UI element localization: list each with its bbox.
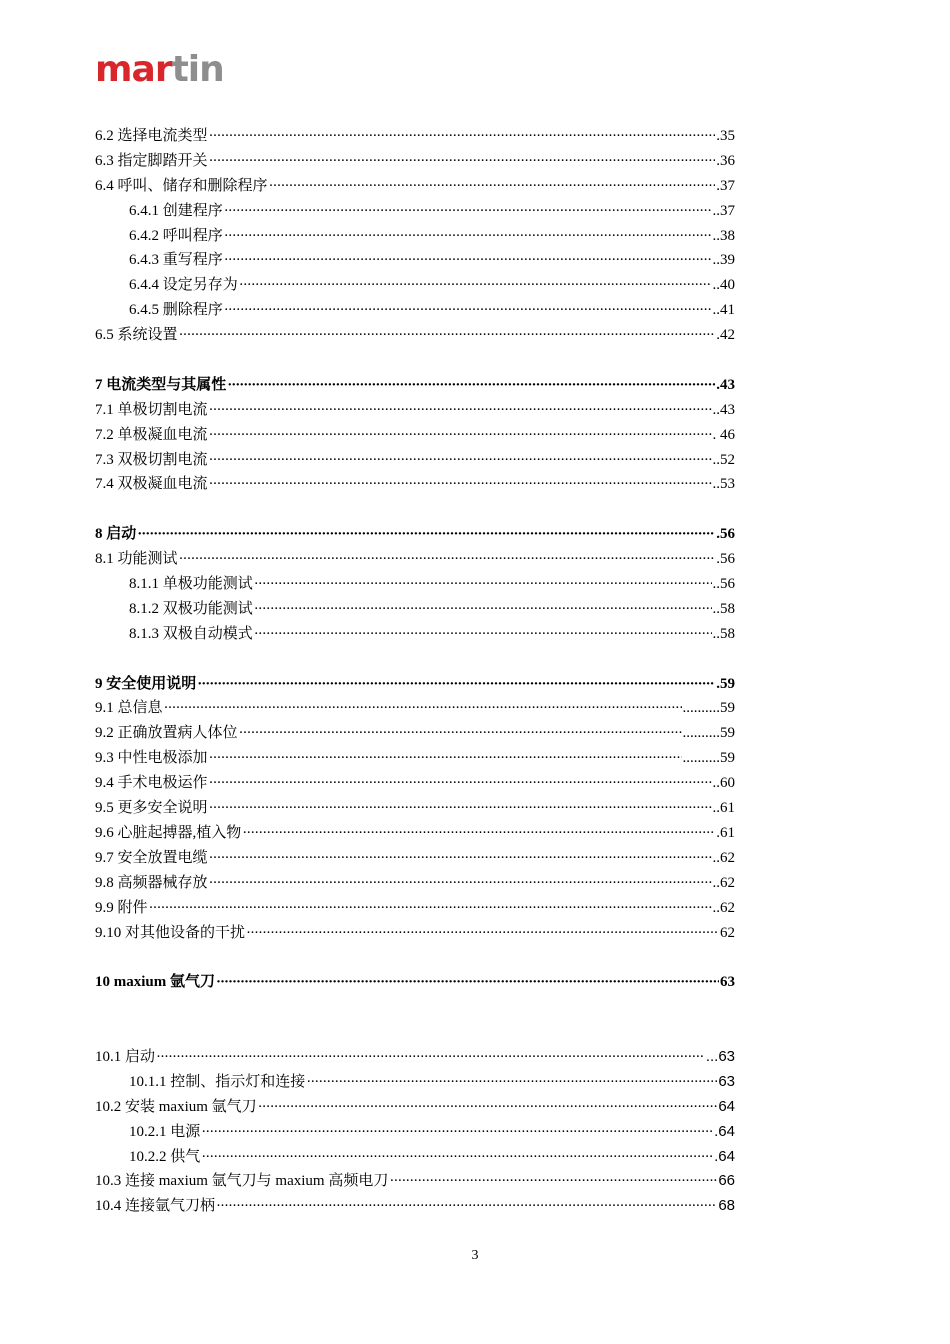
toc-entry-page: .61 <box>716 824 735 841</box>
toc-entry-title: 6.4.2 呼叫程序 <box>129 227 223 244</box>
toc-entry[interactable] <box>95 248 735 273</box>
toc-entry-title: 9.5 更多安全说明 <box>95 800 208 817</box>
toc-leader-dots <box>209 149 716 174</box>
toc-entry[interactable] <box>95 547 735 572</box>
toc-leader-dots <box>209 796 712 821</box>
toc-spacer <box>95 497 735 522</box>
toc-entry-page: ..39 <box>712 252 735 269</box>
toc-entry[interactable] <box>95 298 735 323</box>
toc-entry-title: 6.3 指定脚踏开关 <box>95 152 208 169</box>
toc-entry-title: 10.2 安装 maxium 氩气刀 <box>95 1098 257 1115</box>
toc-entry[interactable] <box>95 1120 735 1145</box>
toc-entry[interactable] <box>95 1194 735 1219</box>
toc-entry-page: ..58 <box>712 625 735 642</box>
toc-leader-dots <box>209 398 712 423</box>
toc-entry[interactable] <box>95 149 735 174</box>
toc-entry-page: ..62 <box>712 874 735 891</box>
toc-entry-page: ..60 <box>712 775 735 792</box>
toc-leader-dots <box>209 771 712 796</box>
toc-entry-title: 9.10 对其他设备的干扰 <box>95 924 246 941</box>
toc-entry[interactable] <box>95 597 735 622</box>
toc-entry-page: 66 <box>718 1172 735 1190</box>
toc-entry-page: .56 <box>716 551 735 568</box>
toc-entry[interactable] <box>95 721 735 746</box>
table-of-contents <box>95 124 735 1219</box>
toc-leader-dots <box>389 1169 717 1194</box>
toc-leader-dots <box>258 1095 718 1120</box>
toc-leader-dots <box>242 821 715 846</box>
toc-entry-page: ..41 <box>712 302 735 319</box>
toc-entry-title: 9.7 安全放置电缆 <box>95 849 208 866</box>
toc-entry-page: ..53 <box>712 476 735 493</box>
toc-entry[interactable] <box>95 796 735 821</box>
toc-leader-dots <box>209 423 712 448</box>
toc-leader-dots <box>209 448 712 473</box>
toc-entry-title: 9.2 正确放置病人体位 <box>95 725 238 742</box>
toc-entry-page: ..........59 <box>682 700 735 717</box>
toc-spacer <box>95 647 735 672</box>
toc-entry-title: 8.1.3 双极自动模式 <box>129 625 253 642</box>
toc-leader-dots <box>209 846 712 871</box>
toc-entry[interactable] <box>95 1145 735 1170</box>
toc-leader-dots <box>156 1045 705 1070</box>
logo-part-red: ma <box>95 49 155 90</box>
toc-entry-title: 10.4 连接氩气刀柄 <box>95 1198 216 1215</box>
toc-entry-title: 6.2 选择电流类型 <box>95 128 208 144</box>
toc-leader-dots <box>224 248 712 273</box>
toc-entry-title: 9.1 总信息 <box>95 700 163 717</box>
toc-spacer <box>95 348 735 373</box>
toc-leader-dots <box>216 1194 717 1219</box>
toc-entry[interactable] <box>95 846 735 871</box>
toc-leader-dots <box>209 472 712 497</box>
toc-entry-page: ..37 <box>712 202 735 219</box>
toc-entry[interactable] <box>95 1070 735 1095</box>
toc-leader-dots <box>254 622 712 647</box>
toc-entry-page: .35 <box>716 128 735 144</box>
toc-leader-dots <box>179 323 716 348</box>
toc-entry-title: 6.4.1 创建程序 <box>129 202 223 219</box>
toc-entry-title: 8.1 功能测试 <box>95 551 178 568</box>
toc-entry[interactable] <box>95 1045 735 1070</box>
toc-entry-page: ..38 <box>712 227 735 244</box>
toc-entry-page: ..62 <box>712 849 735 866</box>
toc-entry[interactable] <box>95 622 735 647</box>
toc-entry[interactable] <box>95 174 735 199</box>
page-number: 3 <box>471 1248 479 1263</box>
toc-entry-title: 6.5 系统设置 <box>95 327 178 344</box>
toc-entry[interactable] <box>95 1169 735 1194</box>
toc-leader-dots <box>201 1120 713 1145</box>
toc-leader-dots <box>209 871 712 896</box>
toc-entry-title: 9.9 附件 <box>95 899 148 916</box>
toc-entry-page: 62 <box>720 924 735 941</box>
toc-leader-dots <box>201 1145 713 1170</box>
toc-leader-dots <box>239 721 682 746</box>
toc-entry[interactable] <box>95 821 735 846</box>
toc-spacer <box>95 945 735 970</box>
toc-entry-page: .64 <box>714 1122 735 1140</box>
toc-entry-title: 9.8 高频器械存放 <box>95 874 208 891</box>
toc-leader-dots <box>149 896 712 921</box>
toc-entry-page: ..........59 <box>682 750 735 767</box>
toc-entry[interactable] <box>95 273 735 298</box>
toc-entry-title: 10.2.2 供气 <box>129 1148 201 1165</box>
toc-entry[interactable] <box>95 746 735 771</box>
toc-entry[interactable] <box>95 970 735 995</box>
toc-entry-title: 6.4.3 重写程序 <box>129 252 223 269</box>
toc-leader-dots <box>216 970 719 995</box>
toc-entry-title: 10 maxium 氩气刀 <box>95 974 216 991</box>
toc-leader-dots <box>224 224 712 249</box>
toc-entry-page: ..56 <box>712 576 735 593</box>
toc-entry-page: 68 <box>718 1197 735 1215</box>
toc-entry-title: 9 安全使用说明 <box>95 675 197 692</box>
logo-part-gray: tin <box>171 49 224 90</box>
toc-entry[interactable] <box>95 323 735 348</box>
toc-entry-page: .43 <box>716 376 735 393</box>
toc-entry-page: ..43 <box>712 401 735 418</box>
toc-entry-page: ..40 <box>712 277 735 294</box>
toc-entry[interactable] <box>95 522 735 547</box>
toc-leader-dots <box>209 124 716 149</box>
toc-leader-dots <box>224 298 712 323</box>
toc-entry-title: 7.3 双极切割电流 <box>95 451 208 468</box>
toc-entry-title: 8.1.1 单极功能测试 <box>129 576 253 593</box>
toc-entry[interactable] <box>95 672 735 697</box>
toc-entry[interactable] <box>95 224 735 249</box>
toc-entry[interactable] <box>95 199 735 224</box>
toc-entry-page: 63 <box>720 974 735 991</box>
toc-entry-title: 6.4.4 设定另存为 <box>129 277 238 294</box>
toc-entry-title: 9.6 心脏起搏器,植入物 <box>95 824 242 841</box>
toc-entry-page: . 46 <box>712 426 735 443</box>
toc-leader-dots <box>179 547 716 572</box>
toc-entry[interactable] <box>95 1095 735 1120</box>
toc-entry-title: 9.3 中性电极添加 <box>95 750 208 767</box>
toc-entry-page: .56 <box>716 526 735 543</box>
toc-entry-page: 63 <box>718 1072 735 1090</box>
toc-entry-page: .36 <box>716 152 735 169</box>
toc-entry-page: ..52 <box>712 451 735 468</box>
toc-spacer <box>95 995 735 1045</box>
toc-entry-page: .42 <box>716 327 735 344</box>
toc-entry-title: 9.4 手术电极运作 <box>95 775 208 792</box>
toc-entry-title: 6.4 呼叫、储存和删除程序 <box>95 177 268 194</box>
toc-entry[interactable] <box>95 373 735 398</box>
toc-entry-title: 10.1 启动 <box>95 1048 156 1065</box>
toc-leader-dots <box>239 273 712 298</box>
martin-logo <box>95 49 224 90</box>
toc-entry[interactable] <box>95 423 735 448</box>
toc-entry-page: .37 <box>716 177 735 194</box>
toc-entry[interactable] <box>95 398 735 423</box>
toc-leader-dots <box>209 746 682 771</box>
toc-leader-dots <box>224 199 712 224</box>
toc-entry[interactable] <box>95 572 735 597</box>
toc-entry-page: ...63 <box>705 1047 735 1065</box>
toc-entry-title: 8 启动 <box>95 526 137 543</box>
toc-leader-dots <box>246 921 719 946</box>
toc-entry-page: ..61 <box>712 800 735 817</box>
toc-entry-page: .59 <box>716 675 735 692</box>
toc-entry-title: 10.2.1 电源 <box>129 1123 201 1140</box>
toc-leader-dots <box>254 597 712 622</box>
toc-entry-title: 6.4.5 删除程序 <box>129 302 223 319</box>
toc-entry-title: 10.3 连接 maxium 氩气刀与 maxium 高频电刀 <box>95 1173 389 1190</box>
toc-leader-dots <box>197 672 715 697</box>
toc-entry-page: ..62 <box>712 899 735 916</box>
logo-part-red-r: r <box>154 49 172 90</box>
toc-leader-dots <box>137 522 715 547</box>
toc-entry-page: ..........59 <box>682 725 735 742</box>
toc-entry-page: ..58 <box>712 600 735 617</box>
toc-entry-page: 64 <box>718 1097 735 1115</box>
toc-leader-dots <box>269 174 716 199</box>
toc-entry-title: 10.1.1 控制、指示灯和连接 <box>129 1073 306 1090</box>
toc-entry[interactable] <box>95 921 735 946</box>
toc-entry[interactable] <box>95 124 735 149</box>
toc-entry[interactable] <box>95 871 735 896</box>
toc-entry[interactable] <box>95 472 735 497</box>
toc-entry-title: 7.1 单极切割电流 <box>95 401 208 418</box>
toc-entry-page: .64 <box>714 1147 735 1165</box>
toc-entry[interactable] <box>95 696 735 721</box>
toc-leader-dots <box>164 696 682 721</box>
toc-entry[interactable] <box>95 896 735 921</box>
toc-entry[interactable] <box>95 448 735 473</box>
toc-entry-title: 7.2 单极凝血电流 <box>95 426 208 443</box>
toc-entry-title: 7.4 双极凝血电流 <box>95 476 208 493</box>
toc-leader-dots <box>306 1070 717 1095</box>
toc-leader-dots <box>227 373 715 398</box>
toc-entry-title: 7 电流类型与其属性 <box>95 376 227 393</box>
toc-entry-title: 8.1.2 双极功能测试 <box>129 600 253 617</box>
toc-entry[interactable] <box>95 771 735 796</box>
toc-leader-dots <box>254 572 712 597</box>
